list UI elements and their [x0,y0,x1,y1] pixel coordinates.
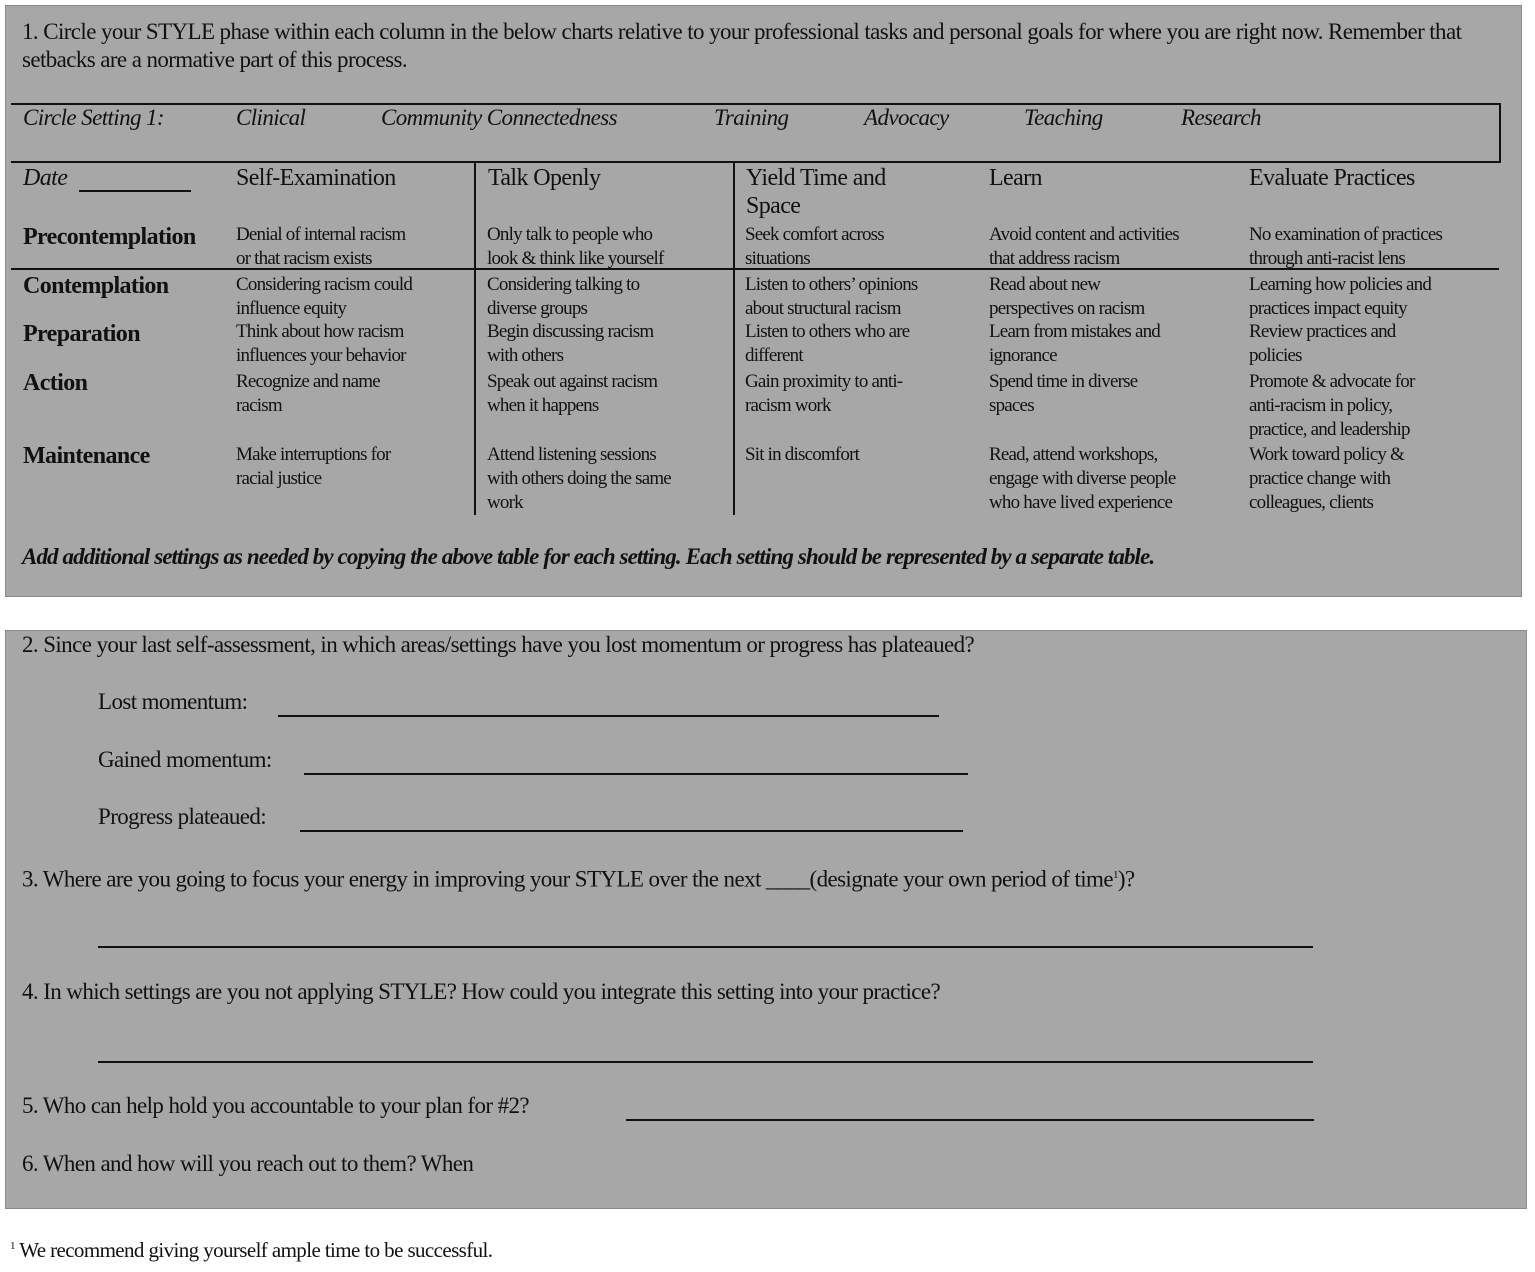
lost-momentum-field[interactable] [278,715,939,717]
phase-cell[interactable]: Listen to others’ opinions about structural racism [745,274,918,319]
phase-cell[interactable]: Avoid content and activities that address racism [989,224,1179,269]
gained-momentum-label: Gained momentum: [98,747,272,772]
stage-maintenance[interactable]: Maintenance [23,443,150,469]
question-5-answer-field[interactable] [626,1119,1314,1121]
column-learn[interactable]: Learn [989,165,1042,191]
phase-cell[interactable]: Learn from mistakes and ignorance [989,321,1161,366]
footnote-ref: 1 [1112,869,1118,881]
question-4-answer-field[interactable] [98,1061,1313,1063]
phase-cell[interactable]: Listen to others who are different [745,321,910,366]
setting-research[interactable]: Research [1181,105,1261,130]
stage-contemplation[interactable]: Contemplation [23,273,169,299]
phase-cell[interactable]: Speak out against racism when it happens [487,371,658,416]
additional-settings-note: Add additional settings as needed by copying the above table for each setting. Each setting should be represented by a separate table. [22,544,1155,569]
phase-cell[interactable]: Think about how racism influences your behavior [236,321,406,366]
phase-cell[interactable]: Make interruptions for racial justice [236,444,391,489]
column-evaluate-practices[interactable]: Evaluate Practices [1249,165,1415,191]
question-5: 5. Who can help hold you accountable to your plan for #2? [22,1093,529,1118]
question-6: 6. When and how will you reach out to them? When [22,1151,474,1176]
question-3-answer-field[interactable] [98,946,1313,948]
column-divider [474,163,476,515]
phase-cell[interactable]: Begin discussing racism with others [487,321,654,366]
date-label: Date [23,165,68,191]
phase-cell[interactable]: Considering talking to diverse groups [487,274,640,319]
setting-label: Circle Setting 1: [23,105,164,130]
setting-training[interactable]: Training [714,105,789,130]
column-yield-time-space[interactable]: Yield Time and Space [746,165,886,219]
progress-plateaued-field[interactable] [300,830,963,832]
date-blank[interactable] [79,190,191,192]
phase-cell[interactable]: Only talk to people who look & think like yourself [487,224,664,269]
phase-cell[interactable]: Work toward policy & practice change with colleagues, clients [1249,444,1405,513]
stage-action[interactable]: Action [23,370,88,396]
stage-precontemplation[interactable]: Precontemplation [23,224,196,250]
question-3-end: )? [1117,866,1135,892]
phase-cell[interactable]: Attend listening sessions with others doing the same work [487,444,671,513]
progress-plateaued-label: Progress plateaued: [98,804,267,829]
question-3-text: 3. Where are you going to focus your energy in improving your STYLE over the next ____(designate your own period of time [22,866,1113,892]
style-phase-panel [5,5,1522,597]
phase-cell[interactable]: Learning how policies and practices impact equity [1249,274,1432,319]
phase-cell[interactable]: Spend time in diverse spaces [989,371,1138,416]
lost-momentum-label: Lost momentum: [98,689,248,714]
question-3 [22,861,1135,894]
column-self-examination[interactable]: Self-Examination [236,165,396,191]
phase-cell[interactable]: Denial of internal racism or that racism exists [236,224,406,269]
footnote-mark: 1 [10,1240,15,1252]
phase-cell[interactable]: Considering racism could influence equity [236,274,413,319]
stage-preparation[interactable]: Preparation [23,321,140,347]
phase-cell[interactable]: Read about new perspectives on racism [989,274,1145,319]
question-2: 2. Since your last self-assessment, in which areas/settings have you lost momentum or progress has plateaued? [22,632,975,657]
phase-cell[interactable]: Read, attend workshops, engage with diverse people who have lived experience [989,444,1176,513]
footnote-text: We recommend giving yourself ample time to be successful. [19,1238,493,1262]
setting-community-connectedness[interactable]: Community Connectedness [381,105,617,130]
column-divider [733,163,735,515]
setting-teaching[interactable]: Teaching [1024,105,1103,130]
question-4: 4. In which settings are you not applying STYLE? How could you integrate this setting into your practice? [22,979,941,1004]
phase-cell[interactable]: Seek comfort across situations [745,224,884,269]
column-talk-openly[interactable]: Talk Openly [488,165,601,191]
phase-cell[interactable]: Sit in discomfort [745,444,860,465]
reflection-panel [5,630,1527,1209]
question-1: 1. Circle your STYLE phase within each column in the below charts relative to your professional tasks and personal goals for where you are right now. Remember that setbacks are a normative part of this process. [22,19,1462,72]
phase-cell[interactable]: Promote & advocate for anti-racism in policy, practice, and leadership [1249,371,1415,440]
phase-cell[interactable]: Recognize and name racism [236,371,380,416]
phase-cell[interactable]: No examination of practices through anti-racist lens [1249,224,1443,269]
gained-momentum-field[interactable] [304,773,968,775]
phase-cell[interactable]: Review practices and policies [1249,321,1396,366]
phase-cell[interactable]: Gain proximity to anti- racism work [745,371,903,416]
footnote [10,1233,492,1263]
setting-clinical[interactable]: Clinical [236,105,306,130]
setting-advocacy[interactable]: Advocacy [864,105,949,130]
